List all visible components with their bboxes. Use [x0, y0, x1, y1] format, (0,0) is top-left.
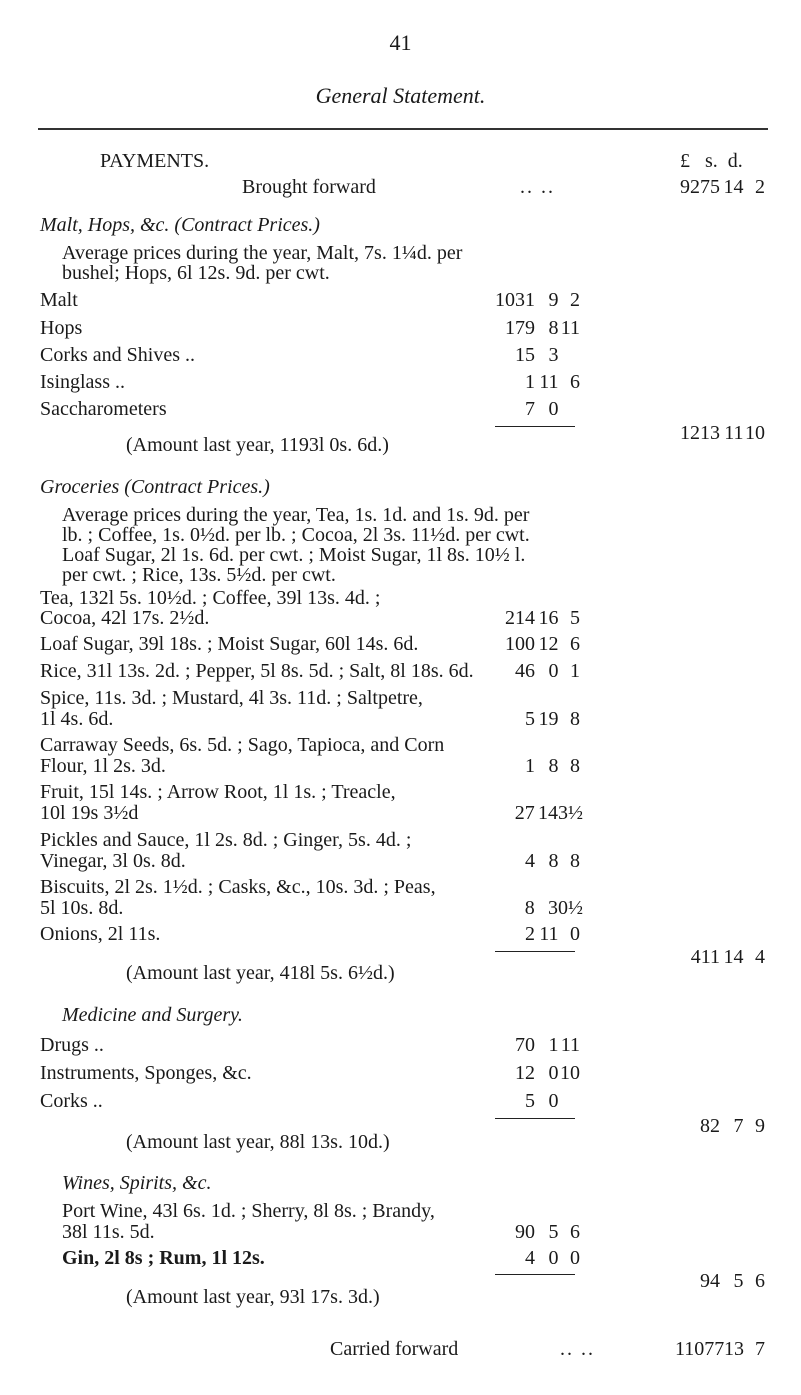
item-label: Spice, 11s. 3d. ; Mustard, 4l 3s. 11d. ; Saltpetre, [40, 687, 423, 709]
leader-dots: .. .. [560, 1338, 595, 1360]
subtotal-rule [495, 951, 575, 952]
section-total: 82 7 9 [700, 1115, 765, 1137]
groceries-note: Average prices during the year, Tea, 1s. 1d. and 1s. 9d. per [62, 504, 530, 526]
item-label: Instruments, Sponges, &c. [40, 1062, 252, 1084]
item-amount: 5 0 [525, 1090, 559, 1112]
groceries-note: per cwt. ; Rice, 13s. 5½d. per cwt. [62, 564, 336, 586]
last-year-note: (Amount last year, 418l 5s. 6½d.) [126, 962, 395, 984]
wines-heading: Wines, Spirits, &c. [62, 1172, 212, 1194]
payments-title: PAYMENTS. [100, 150, 210, 172]
item-amount: 5 19 8 [525, 708, 580, 730]
subtotal-rule [495, 1118, 575, 1119]
item-amount: 27 14 3½ [514, 802, 583, 824]
item-amount: 12 0 10 [515, 1062, 580, 1084]
item-label: Flour, 1l 2s. 3d. [40, 755, 166, 777]
item-amount: 2 11 0 [525, 923, 580, 945]
groceries-heading: Groceries (Contract Prices.) [40, 476, 270, 498]
item-amount: 8 3 0½ [524, 897, 583, 919]
last-year-note: (Amount last year, 88l 13s. 10d.) [126, 1131, 390, 1153]
carried-forward-amount: 11077 13 7 [675, 1338, 765, 1360]
item-label: Corks and Shives .. [40, 344, 195, 366]
item-label: Hops [40, 317, 83, 339]
item-amount: 1 8 8 [525, 755, 580, 777]
page-number: 41 [389, 30, 412, 55]
item-amount: 100 12 6 [505, 633, 580, 655]
page-heading: General Statement. [315, 83, 486, 108]
last-year-note: (Amount last year, 93l 17s. 3d.) [126, 1286, 380, 1308]
item-label: Malt [40, 289, 78, 311]
last-year-note: (Amount last year, 1193l 0s. 6d.) [126, 434, 389, 456]
item-amount: 90 5 6 [515, 1221, 580, 1243]
leader-dots: .. .. [520, 176, 555, 198]
item-label: Loaf Sugar, 39l 18s. ; Moist Sugar, 60l 14s. 6d. [40, 633, 419, 655]
item-label: Vinegar, 3l 0s. 8d. [40, 850, 186, 872]
item-label: Carraway Seeds, 6s. 5d. ; Sago, Tapioca, and Corn [40, 734, 445, 756]
item-amount: 1031 9 2 [495, 289, 580, 311]
item-label: 38l 11s. 5d. [62, 1221, 155, 1243]
item-label: Drugs .. [40, 1034, 104, 1056]
section-total: 411 14 4 [690, 946, 765, 968]
section-total: 94 5 6 [700, 1270, 765, 1292]
item-amount: 179 8 11 [505, 317, 580, 339]
brought-forward-label: Brought forward [242, 176, 376, 198]
subtotal-rule [495, 426, 575, 427]
item-amount: 214 16 5 [505, 607, 580, 629]
item-amount: 15 3 [515, 344, 559, 366]
item-label: Pickles and Sauce, 1l 2s. 8d. ; Ginger, 5s. 4d. ; [40, 829, 412, 851]
item-label: 1l 4s. 6d. [40, 708, 114, 730]
currency-header: £ s. d. [680, 150, 743, 172]
section-total: 1213 11 10 [680, 422, 765, 444]
brought-forward-amount: 9275 14 2 [680, 176, 765, 198]
groceries-note: Loaf Sugar, 2l 1s. 6d. per cwt. ; Moist Sugar, 1l 8s. 10½ l. [62, 544, 526, 566]
item-label: 5l 10s. 8d. [40, 897, 124, 919]
item-label: Corks .. [40, 1090, 103, 1112]
item-label: Tea, 132l 5s. 10½d. ; Coffee, 39l 13s. 4d. ; [40, 587, 381, 609]
item-amount: 7 0 [525, 398, 559, 420]
item-label: Saccharometers [40, 398, 167, 420]
item-label: Fruit, 15l 14s. ; Arrow Root, 1l 1s. ; Treacle, [40, 781, 396, 803]
subtotal-rule [495, 1274, 575, 1275]
item-label: Cocoa, 42l 17s. 2½d. [40, 607, 210, 629]
item-label: Gin, 2l 8s ; Rum, 1l 12s. [62, 1247, 265, 1269]
item-label: Onions, 2l 11s. [40, 923, 161, 945]
item-label: Port Wine, 43l 6s. 1d. ; Sherry, 8l 8s. ; Brandy, [62, 1200, 435, 1222]
carried-forward-label: Carried forward [330, 1338, 459, 1360]
item-amount: 46 0 1 [515, 660, 580, 682]
item-label: 10l 19s 3½d [40, 802, 139, 824]
item-amount: 4 0 0 [525, 1247, 580, 1269]
item-amount: 4 8 8 [525, 850, 580, 872]
item-label: Biscuits, 2l 2s. 1½d. ; Casks, &c., 10s. 3d. ; Peas, [40, 876, 436, 898]
item-label: Isinglass .. [40, 371, 125, 393]
item-amount: 1 11 6 [525, 371, 580, 393]
groceries-note: lb. ; Coffee, 1s. 0½d. per lb. ; Cocoa, 2l 3s. 11½d. per cwt. [62, 524, 530, 546]
item-amount: 70 1 11 [515, 1034, 580, 1056]
header-rule [38, 128, 768, 130]
item-label: Rice, 31l 13s. 2d. ; Pepper, 5l 8s. 5d. ; Salt, 8l 18s. 6d. [40, 660, 474, 682]
malt-note: Average prices during the year, Malt, 7s. 1¼d. per [62, 242, 463, 264]
malt-heading: Malt, Hops, &c. (Contract Prices.) [40, 214, 320, 236]
medicine-heading: Medicine and Surgery. [62, 1004, 243, 1026]
malt-note: bushel; Hops, 6l 12s. 9d. per cwt. [62, 262, 330, 284]
